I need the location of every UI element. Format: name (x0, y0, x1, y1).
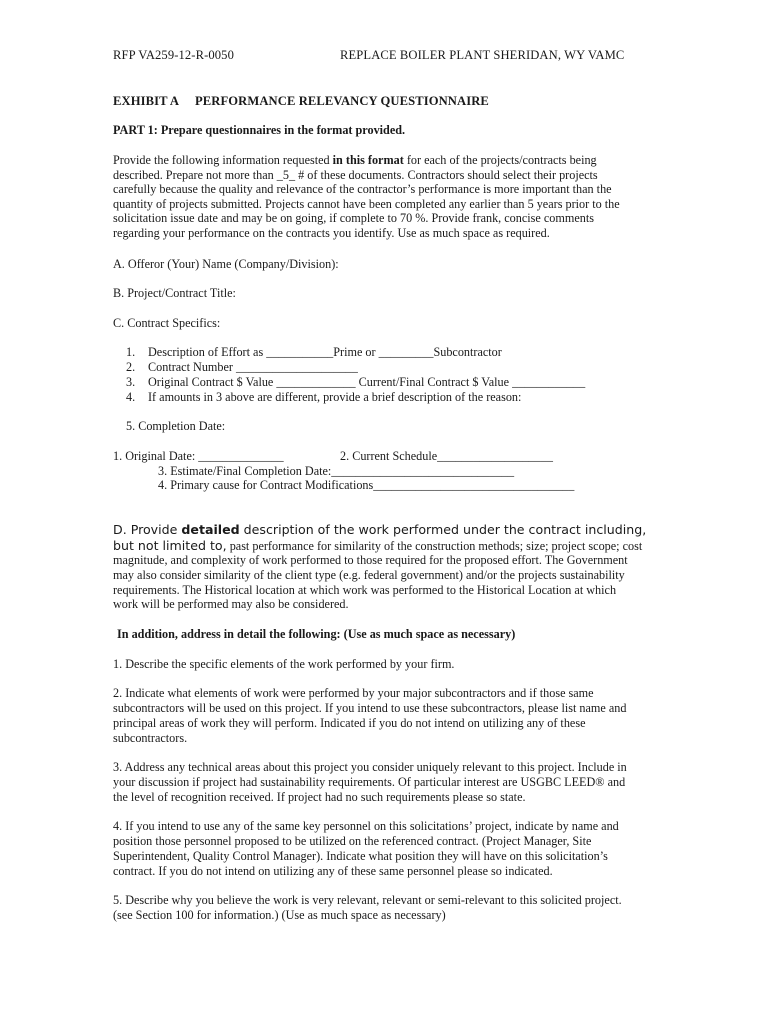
intro-line (113, 153, 597, 168)
intro-text: described. Prepare not more than (113, 167, 277, 182)
intro-emphasis: in this format (332, 153, 404, 167)
current-schedule-field: 2. Current Schedule___________________ (340, 449, 553, 463)
section-c: C. Contract Specifics: (113, 316, 221, 330)
exhibit-title: PERFORMANCE RELEVANCY QUESTIONNAIRE (195, 94, 489, 108)
intro-line: quantity of projects submitted. Projects cannot have been completed any earlier than 5 years prior to the (113, 196, 620, 211)
part1-heading: PART 1: Prepare questionnaires in the format provided. (113, 123, 406, 137)
modification-cause-field: 4. Primary cause for Contract Modifications_________________________________ (158, 478, 575, 492)
contract-value-field: Original Contract $ Value _____________ Current/Final Contract $ Value ____________ (148, 375, 586, 389)
intro-text: # of these documents. Contractors should select their projects (295, 167, 598, 182)
intro-line: regarding your performance on the contracts you identify. Use as much space as required. (113, 226, 550, 240)
final-completion-field: 3. Estimate/Final Completion Date:______________________________ (158, 463, 515, 478)
list-number: 4. (126, 390, 136, 404)
section-d-line: may also consider similarity of the client type (e.g. federal government) and/or the projects sustainability (113, 568, 625, 582)
completion-date-heading: 5. Completion Date: (126, 419, 226, 433)
section-d-line: magnitude, and complexity of work performed to those required for the proposed effort. The Government (113, 553, 628, 567)
original-date-field: 1. Original Date: ______________ (113, 449, 284, 463)
intro-text: for each of the projects/contracts being (403, 153, 597, 167)
effort-field: Description of Effort as ___________Prime or _________Subcontractor (148, 345, 502, 359)
project-name: REPLACE BOILER PLANT SHERIDAN, WY VAMC (340, 48, 625, 62)
question-2-line: subcontractors will be used on this project. If you intend to use these subcontractors, please list name and (113, 701, 627, 715)
question-4-line: position those personnel proposed to be utilized on the referenced contract. (Project Manager, Site (113, 834, 592, 848)
exhibit-label: EXHIBIT A (113, 94, 180, 108)
intro-line (113, 168, 598, 183)
question-2-line: 2. Indicate what elements of work were performed by your major subcontractors and if those same (113, 686, 594, 700)
intro-line: solicitation issue date and may be on going, if complete to 70 %. Provide frank, concise comments (113, 211, 594, 225)
section-d-text: past performance for similarity of the construction methods; size; project scope; cost (226, 539, 643, 553)
section-d-line (113, 522, 646, 538)
list-number: 1. (126, 345, 136, 359)
section-a: A. Offeror (Your) Name (Company/Division): (113, 257, 339, 271)
section-b: B. Project/Contract Title: (113, 286, 236, 300)
question-3-line: your discussion if project had sustainability requirements. Of particular interest are USGBC LEED® and (113, 775, 626, 789)
in-addition-heading: In addition, address in detail the following: (Use as much space as necessary) (117, 627, 516, 641)
section-d-line: requirements. The Historical location at which work was performed to the Historical Location at which (113, 582, 617, 597)
intro-text: Provide the following information requested (113, 153, 333, 167)
amount-difference-field: If amounts in 3 above are different, provide a brief description of the reason: (148, 390, 522, 404)
section-d-text: D. Provide (113, 522, 182, 537)
section-d-line (113, 538, 642, 554)
question-4-line: contract. If you do not intend on utilizing any of these same personnel please so indicated. (113, 864, 553, 878)
question-3-line: 3. Address any technical areas about this project you consider uniquely relevant to this project. Include in (113, 760, 627, 774)
document-limit: _5_ (276, 167, 296, 182)
question-2-line: principal areas of work they will perform. Indicated if you do not intend on utilizing any of these (113, 716, 586, 730)
list-number: 3. (126, 375, 136, 389)
question-5-line: 5. Describe why you believe the work is very relevant, relevant or semi-relevant to this solicited project. (113, 893, 622, 907)
question-2-line: subcontractors. (113, 731, 188, 745)
question-1: 1. Describe the specific elements of the work performed by your firm. (113, 657, 455, 671)
contract-number-field: Contract Number ____________________ (148, 360, 358, 374)
intro-line: carefully because the quality and relevance of the contractor’s performance is more important than the (113, 182, 612, 196)
question-3-line: the level of recognition received. If project had no such requirements please so state. (113, 790, 526, 804)
question-4-line: 4. If you intend to use any of the same key personnel on this solicitations’ project, indicate by name and (113, 819, 619, 833)
section-d-text: description of the work performed under the contract including, (239, 522, 647, 537)
rfp-number: RFP VA259-12-R-0050 (113, 48, 234, 62)
question-5-line: (see Section 100 for information.) (Use as much space as necessary) (113, 908, 446, 922)
section-d-emphasis: detailed (181, 522, 240, 537)
question-4-line: Superintendent, Quality Control Manager). Indicate what position they will have on this solicitation’s (113, 849, 608, 863)
list-number: 2. (126, 360, 136, 374)
section-d-line: work will be performed may also be considered. (113, 597, 349, 611)
section-d-text: but not limited to, (113, 538, 227, 553)
